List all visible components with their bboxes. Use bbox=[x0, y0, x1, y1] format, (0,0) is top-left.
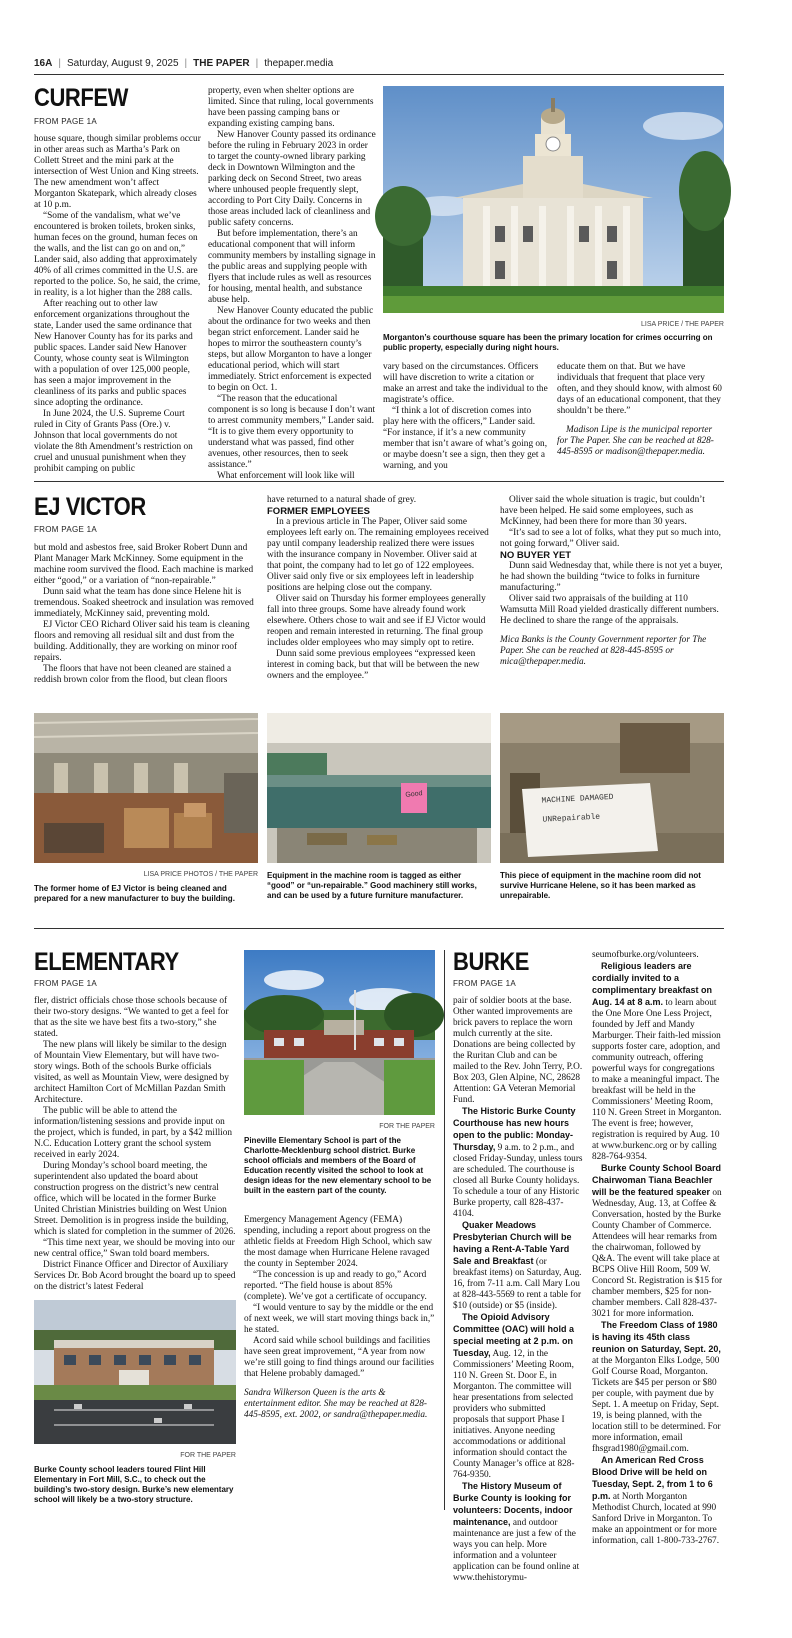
paragraph: property, even when shelter options are limited. Since that ruling, local governments have been passing camping bans or expanding existing camping bans. bbox=[208, 86, 374, 129]
ejvictor-byline: Mica Banks is the County Government reporter for The Paper. She can be reached at 828-445-8595 or mica@thepaper.media. bbox=[500, 635, 707, 667]
item-history-museum: The History Museum of Burke County is looking for volunteers: Docents, indoor maintenance, and outdoor maintenance are just a few of the ways you can help. More information and a volunteer application can be found online at www.thehistorymu- bbox=[453, 1481, 580, 1583]
paragraph: “I would venture to say by the middle or the end of next week, we will start moving things back in,” he stated. bbox=[244, 1303, 435, 1335]
curfew-col-3 bbox=[383, 362, 548, 469]
damaged-sign-text: MACHINE DAMAGED bbox=[541, 792, 614, 806]
curfew-col-1 bbox=[34, 134, 202, 474]
ejvictor-col-1 bbox=[34, 543, 258, 703]
ejvictor-col-2 bbox=[267, 495, 491, 705]
machine-good-photo bbox=[267, 713, 491, 863]
item-class-reunion: The Freedom Class of 1980 is having its 45th class reunion on Saturday, Sept. 20, at the Morganton Elks Lodge, 500 Golf Course Road, Morganton. Tickets are $45 per person or $80 per couple, with payment due by Sept. 1. A meetup on Friday, Sept. 19, is being planned, with the location still to be determined. For more information, email fhsgrad1980@gmail.com. bbox=[592, 1320, 721, 1454]
section-rule bbox=[34, 928, 724, 929]
paragraph: pair of soldier boots at the base. Other wanted improvements are brick pavers to replace the worn mulch currently at the site. Donations are being collected by the Ruritan Club and can be mailed to the Rev. John Terry, P.O. Box 203, Glen Alpine, NC, 28628 Attention: GA Veteran Memorial Fund. bbox=[453, 996, 583, 1105]
paragraph: New Hanover County passed its ordinance before the ruling in February 2023 in order to target the county-owned library parking deck in Downtown Wilmington and the parking deck on Second Street, two areas where unhoused people frequently slept, according to Port City Daily. Concerns in those areas included lack of cleanliness and public safety concerns. bbox=[208, 130, 376, 228]
curfew-byline: Madison Lipe is the municipal reporter for The Paper. She can be reached at 828-445-8595 or madison@thepaper.media. bbox=[557, 425, 714, 457]
section-rule bbox=[34, 481, 724, 482]
issue-date: Saturday, August 9, 2025 bbox=[66, 58, 179, 69]
paragraph: Dunn said what the team has done since Helene hit is tremendous. Soaked sheetrock and insulation was removed immediately, McKinney said, preventing mold. bbox=[34, 587, 254, 619]
ejvictor-caption-3: This piece of equipment in the machine room did not survive Hurricane Helene, so it has been marked as unrepairable. bbox=[500, 871, 701, 900]
paragraph: But before implementation, there’s an educational component that will inform community members by installing signage in the public areas and supplying people with flyers that include rules as well as resources for housing, mental health, and substance abuse help. bbox=[208, 229, 376, 305]
paragraph: After reaching out to other law enforcement organizations throughout the state, Lander used the same ordinance that New Hanover County has for its parks and public spaces. Lander said New Hanover County, whose county seat is Wilmington with a population of over 125,000 people, has seen a major improvement in the cleanliness of its parks and public spaces since adopting the ordinance. bbox=[34, 299, 193, 408]
paragraph: In a previous article in The Paper, Oliver said some employees left early on. The remaining employees received pay until company leadership realized there were issues with the insurance company in November. Oliver said at that point, the company had to let go of 122 employees. Oliver said only five or six employees left in leadership positions are helping close out the company. bbox=[267, 517, 489, 593]
paragraph: have returned to a natural shade of grey. bbox=[267, 495, 417, 505]
paragraph: house square, though similar problems occur in other areas such as Martha’s Park on Collett Street and the mini park at the intersection of West Union and King streets. The new amendment won’t affect Morganton Skatepark, which already closes at 10 p.m. bbox=[34, 134, 201, 210]
paragraph: The public will be able to attend the information/listening sessions and provide input on the project, which is funded, in part, by a $42 million N.C. Education Lottery grant the school system received in early 2024. bbox=[34, 1106, 233, 1160]
paragraph: vary based on the circumstances. Officers will have discretion to write a citation or make an arrest and take the individual to the magistrate’s office. bbox=[383, 362, 548, 405]
ejvictor-from: FROM PAGE 1A bbox=[34, 525, 98, 534]
site-link[interactable]: thepaper.media bbox=[264, 58, 334, 69]
burke-from: FROM PAGE 1A bbox=[453, 979, 517, 988]
paragraph: Dunn said some previous employees “expressed keen interest in coming back, but that will be between the new owners and the employee.” bbox=[267, 649, 480, 681]
elementary-col-1 bbox=[34, 996, 236, 1294]
paragraph: “This time next year, we should be moving into our new central office,” Swan told board members. bbox=[34, 1238, 235, 1259]
elementary-photo1-credit: FOR THE PAPER bbox=[180, 1452, 236, 1459]
paragraph: EJ Victor CEO Richard Oliver said his team is cleaning floors and removing all residual silt and dust from the building. Additionally, they are working on minor roof repairs. bbox=[34, 620, 250, 663]
curfew-headline: CURFEW bbox=[34, 84, 128, 112]
machine-unrepairable-photo bbox=[500, 713, 724, 863]
curfew-col-4 bbox=[557, 362, 724, 469]
paragraph: fler, district officials chose those schools because of their two-story designs. “We wanted to get a feel for that as the site we have best fits a two-story,” she stated. bbox=[34, 996, 229, 1039]
item-courthouse: The Historic Burke County Courthouse has new hours open to the public: Monday-Thursday, 9 a.m. to 2 p.m., and closed Friday-Sunday, unless tours are scheduled. The courthouse is closed all Burke County holidays. To schedule a tour of any Historic Burke property, call 828-437-4104. bbox=[453, 1106, 583, 1219]
pineville-photo bbox=[244, 950, 435, 1115]
paragraph: Oliver said two appraisals of the building at 110 Wamsutta Mill Road yielded drastically different numbers. He declined to share the range of the appraisals. bbox=[500, 594, 719, 626]
paragraph: “I think a lot of discretion comes into play here with the officers,” Lander said. “For instance, if it’s a new community member that isn’t aware of what’s going on, or maybe doesn’t see a sign, then they get a warning, and you bbox=[383, 406, 548, 471]
good-tag: Good bbox=[405, 790, 423, 799]
damaged-sign bbox=[541, 790, 642, 825]
page-header: 16A | Saturday, August 9, 2025 | THE PAPER | thepaper.media bbox=[34, 58, 334, 69]
paragraph: Oliver said on Thursday his former employees generally fall into three groups. Some have already found work elsewhere. Others chose to wait and see if EJ Victor would reopen and remain interested in returning. The final group includes older employees who may simply opt to retire. bbox=[267, 594, 486, 648]
curfew-from: FROM PAGE 1A bbox=[34, 117, 98, 126]
item-school-board-speaker: Burke County School Board Chairwoman Tiana Beachler will be the featured speaker on Wednesday, Aug. 13, at Coffee & Conversation, hosted by the Burke County Chamber of Commerce. Attendees will hear remarks from the chairwoman, followed by Q&A. The event will take place at BCPS Olive Hill Room, 509 W. Concord St. Registration is $15 for chamber members, $25 for non-chamber members. Call 828-437-3021 for more information. bbox=[592, 1163, 723, 1319]
paragraph: “The reason that the educational component is so long is because I don’t want to arrest community members,” Lander said. “It is to give them every opportunity to understand what was passed, find other avenues, other resources, then to seek assistance.” bbox=[208, 394, 376, 470]
flint-hill-photo bbox=[34, 1300, 236, 1444]
paragraph: What enforcement will look like will bbox=[217, 471, 355, 481]
elementary-headline: ELEMENTARY bbox=[34, 948, 179, 976]
elementary-photo2-credit: FOR THE PAPER bbox=[379, 1123, 435, 1130]
elementary-byline: Sandra Wilkerson Queen is the arts & entertainment editor. She may be reached at 828-445-8595, ext. 2002, or sandra@thepaper.media. bbox=[244, 1388, 428, 1420]
paragraph: District Finance Officer and Director of Auxiliary Services Dr. Bob Acord brought the board up to speed on the district’s latest Federal bbox=[34, 1260, 236, 1292]
paragraph: “The concession is up and ready to go,” Acord reported. “The field house is about 85% (complete). We’ve got a certificate of occupancy. bbox=[244, 1270, 427, 1302]
paragraph: During Monday’s school board meeting, the superintendent also updated the board about construction progress on the district’s new central office, which will be located in the former Burke United Christian Ministries building on West Union Street. Demolition is in progress inside the building, which is slated for completion in the summer of 2026. bbox=[34, 1161, 236, 1237]
ejvictor-caption-2: Equipment in the machine room is tagged as either “good” or “un-repairable.” Good machinery still works, and can be used by a future furniture manufacturer. bbox=[267, 871, 477, 900]
paragraph: New Hanover County educated the public about the ordinance for two weeks and then began strict enforcement. Lander said he hopes to mirror the southeastern county’s steps, but allow Morganton to have a longer educational period, which will start immediately. Strict enforcement is expected to begin on Oct. 1. bbox=[208, 306, 374, 393]
courthouse-photo bbox=[383, 86, 724, 313]
page-number: 16A bbox=[34, 58, 53, 69]
elementary-photo1-caption: Burke County school leaders toured Flint Hill Elementary in Fort Mill, S.C., to check out the building’s two-story design. Burke’s new elementary school will likely be a two-story structure. bbox=[34, 1465, 234, 1504]
unrepairable-sign-text: UNRepairable bbox=[542, 812, 601, 825]
paragraph: but mold and asbestos free, said Broker Robert Dunn and Plant Manager Mark McKinney. Some equipment in the machine room survived the flood. Each machine is marked either “good,” or a variation of “non-repairable.” bbox=[34, 543, 254, 586]
elementary-from: FROM PAGE 1A bbox=[34, 979, 98, 988]
item-religious-breakfast: Religious leaders are cordially invited to a complimentary breakfast on Aug. 14 at 8 a.m. to learn about the One More One Less Project, founded by Jeff and Mandy Marburger. Their faith-led mission supports foster care, adoption, and community outreach, offering powerful ways for congregations to make a meaningful impact. The breakfast will be held in the Commissioners’ Meeting Room, 110 N. Green Street in Morganton. The event is free; however, registration is required by Aug. 10 at www.burkenc.org or by calling 828-764-9354. bbox=[592, 961, 722, 1162]
curfew-col-2 bbox=[208, 86, 376, 481]
paragraph: seumofburke.org/volunteers. bbox=[592, 950, 699, 960]
paragraph: In June 2024, the U.S. Supreme Court ruled in City of Grants Pass (Ore.) v. Johnson that local governments do not violate the 8th Amendment’s restriction on cruel and unusual punishment when they prohibit camping on public bbox=[34, 409, 193, 474]
factory-floor-photo bbox=[34, 713, 258, 863]
item-blood-drive: An American Red Cross Blood Drive will be held on Tuesday, Sept. 2, from 1 to 6 p.m. at North Morganton Methodist Church, located at 990 Sanford Drive in Morganton. To make an appointment or for more information, call 1-800-733-2767. bbox=[592, 1455, 720, 1546]
burke-col-1 bbox=[453, 996, 583, 1583]
paragraph: The new plans will likely be similar to the design of Mountain View Elementary, but will have two-story wings. Both of the schools Burke officials visited, as well as Mountain View, were designed by architect Hamilton Cort of McMillan Pazdan Smith Architecture. bbox=[34, 1040, 229, 1105]
ejvictor-headline: EJ VICTOR bbox=[34, 493, 146, 521]
burke-col-2 bbox=[592, 950, 724, 1546]
paragraph: Oliver said the whole situation is tragic, but couldn’t have been helped. He said some employees, such as McKinney, had been there for more than 30 years. bbox=[500, 495, 705, 527]
elementary-photo2-caption: Pineville Elementary School is part of the Charlotte-Mecklenburg school district. Burke school officials and members of the Board of Education recently visited the school to look at design ideas for the new elementary school to be built in the eastern part of the county. bbox=[244, 1136, 432, 1195]
ejvictor-col-3 bbox=[500, 495, 724, 705]
curfew-photo-caption: Morganton’s courthouse square has been the primary location for crimes occurring on public property, especially during night hours. bbox=[383, 333, 713, 352]
paragraph: “It’s sad to see a lot of folks, what they put so much into, not going forward,” Oliver said. bbox=[500, 528, 721, 549]
paragraph: Emergency Management Agency (FEMA) spending, including a report about progress on the athletic fields at Freedom High School, which saw the most damage when Hurricane Helene ravaged the county in September 2024. bbox=[244, 1215, 432, 1269]
curfew-photo-credit: LISA PRICE / THE PAPER bbox=[641, 321, 724, 328]
column-divider bbox=[444, 950, 445, 1510]
item-yard-sale: Quaker Meadows Presbyterian Church will be having a Rent-A-Table Yard Sale and Breakfast (or breakfast items) on Saturday, Aug. 16, from 7-11 a.m. Call Mary Lou at 828-443-5569 to rent a table for $10 (outside) or $5 (inside). bbox=[453, 1220, 582, 1311]
item-opioid-committee: The Opioid Advisory Committee (OAC) will hold a special meeting at 2 p.m. on Tuesday, Aug. 12, in the Commissioners’ Meeting Room, 110 N. Green St. Door E, in Morganton. The committee will hear presentations from selected providers who submitted proposals that support Phase I initiatives. Anyone needing accommodations or additional information should contact the County Manager’s office at 828-764-9350. bbox=[453, 1312, 575, 1480]
paper-name: THE PAPER bbox=[193, 58, 250, 69]
subhead-no-buyer: NO BUYER YET bbox=[500, 550, 572, 561]
paragraph: Acord said while school buildings and facilities have seen great improvement, “A year from now we’re still going to find things around our facilities that Helene probably damaged.” bbox=[244, 1336, 435, 1379]
subhead-former-employees: FORMER EMPLOYEES bbox=[267, 506, 370, 517]
paragraph: Dunn said Wednesday that, while there is not yet a buyer, he had shown the building “twice to folks in furniture manufacturing.” bbox=[500, 561, 723, 593]
header-rule bbox=[34, 74, 724, 75]
paragraph: The floors that have not been cleaned are stained a reddish brown color from the flood, but clean floors bbox=[34, 664, 232, 685]
elementary-col-2 bbox=[244, 1215, 435, 1480]
paragraph: educate them on that. But we have individuals that frequent that place very often, and they should know, with almost 60 days of an educational component, that they shouldn’t be there.” bbox=[557, 362, 722, 416]
ejvictor-photo-credit: LISA PRICE PHOTOS / THE PAPER bbox=[143, 871, 258, 878]
burke-headline: BURKE bbox=[453, 948, 530, 976]
ejvictor-caption-1: The former home of EJ Victor is being cleaned and prepared for a new manufacturer to buy the building. bbox=[34, 884, 235, 903]
paragraph: “Some of the vandalism, what we’ve encountered is broken toilets, broken sinks, human feces on the ground, human feces on the walls, and the list can go on and on,” Lander said, also adding that approximately 40% of all crimes committed in the U.S. are reported to the police. So, he said, the crime, in reality, is a lot higher than the 288 calls. bbox=[34, 211, 201, 298]
